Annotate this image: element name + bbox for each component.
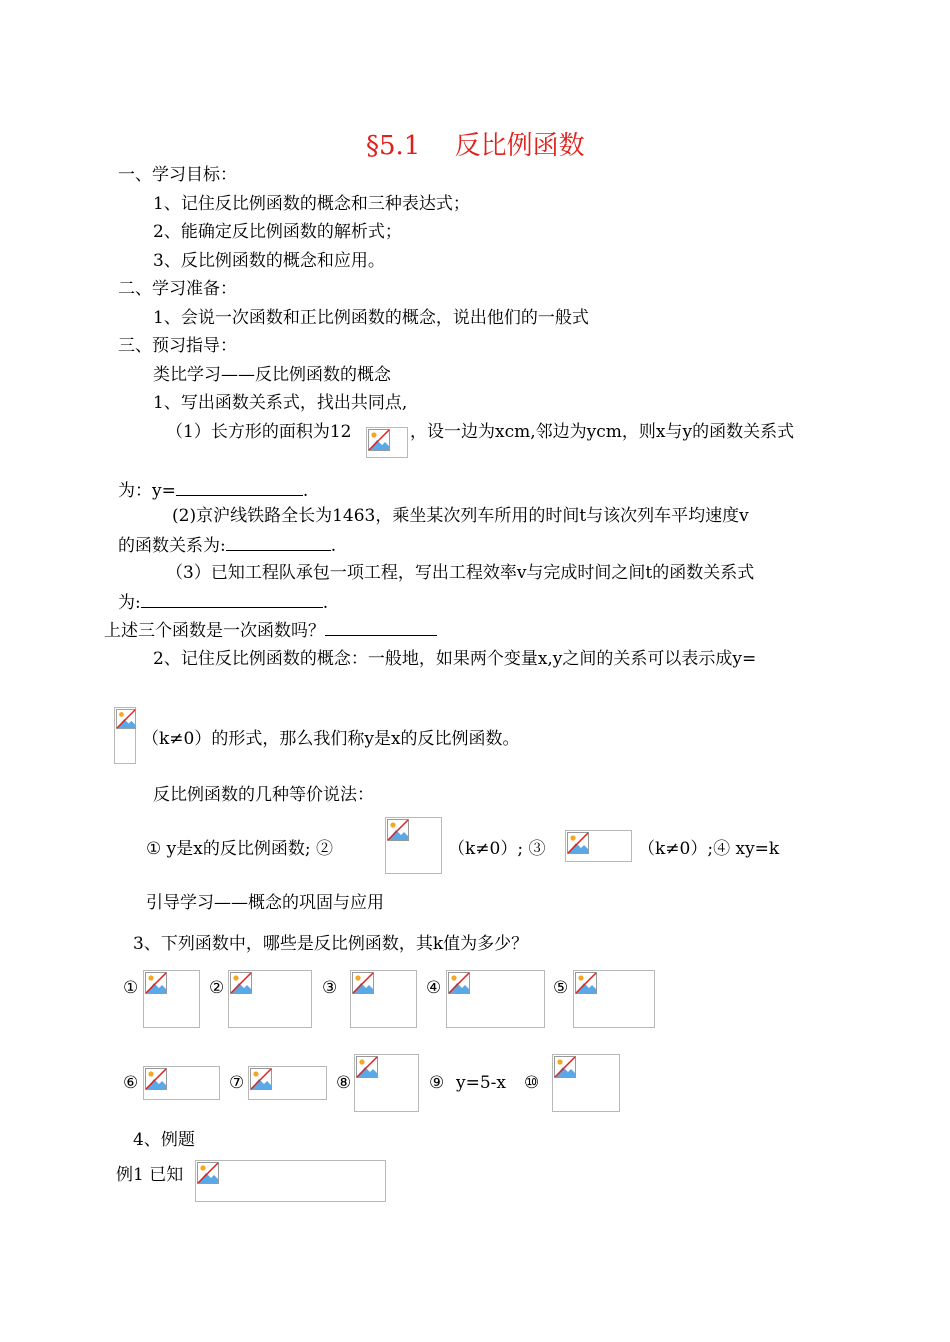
- option-formula-image: [143, 970, 200, 1028]
- problem-2-answer: [118, 534, 336, 557]
- section-heading-guide: 三、预习指导：: [118, 336, 237, 356]
- broken-image-icon: [230, 972, 252, 994]
- problem-3-answer: [118, 591, 328, 614]
- broken-image-icon: [116, 709, 136, 729]
- subheading-guided: 引导学习——概念的巩固与应用: [146, 893, 384, 913]
- option-mark: ②: [209, 978, 225, 998]
- question-3: 3、下列函数中，哪些是反比例函数，其k值为多少？: [133, 934, 529, 954]
- question-1: 1、写出函数关系式，找出共同点,: [153, 393, 408, 413]
- goal-item: 3、反比例函数的概念和应用。: [153, 251, 385, 271]
- question-4: 4、例题: [133, 1130, 195, 1150]
- answer-blank[interactable]: [325, 619, 437, 636]
- goal-item: 1、记住反比例函数的概念和三种表达式；: [153, 194, 470, 214]
- option-mark: ⑤: [553, 978, 569, 998]
- example-1: 例1 已知: [116, 1165, 184, 1185]
- option-formula-image: [573, 970, 655, 1028]
- period: .: [322, 593, 329, 613]
- broken-image-icon: [250, 1068, 272, 1090]
- broken-image-icon: [368, 429, 390, 451]
- formula-image-placeholder: [114, 707, 136, 764]
- option-9-formula: y=5-x: [456, 1073, 506, 1093]
- answer-label: 为：y=: [118, 481, 176, 501]
- option-mark: ③: [322, 978, 338, 998]
- broken-image-icon: [197, 1162, 219, 1184]
- problem-2-text: (2)京沪线铁路全长为1463，乘坐某次列车所用的时间t与该次列车平均速度v: [172, 506, 749, 526]
- equivalent-3: （k≠0）;④ xy=k: [638, 839, 780, 859]
- answer-label: 的函数关系为:: [118, 536, 226, 556]
- question-2-text: （k≠0）的形式，那么我们称y是x的反比例函数。: [142, 729, 520, 749]
- option-mark: ⑨: [429, 1073, 445, 1093]
- problem-1-answer: [118, 479, 308, 502]
- option-mark: ⑧: [336, 1073, 352, 1093]
- subheading-analogy: 类比学习——反比例函数的概念: [153, 365, 391, 385]
- broken-image-icon: [356, 1056, 378, 1078]
- option-formula-image: [248, 1066, 327, 1100]
- period: .: [302, 481, 309, 501]
- option-formula-image: [552, 1054, 620, 1112]
- answer-label: 为:: [118, 593, 141, 613]
- problem-1-text: （1）长方形的面积为12: [166, 422, 352, 442]
- option-mark: ⑩: [524, 1073, 540, 1093]
- answer-blank[interactable]: [141, 591, 323, 608]
- option-formula-image: [228, 970, 312, 1028]
- page-title: §5.1 反比例函数: [366, 131, 585, 161]
- broken-image-icon: [567, 832, 589, 854]
- option-mark: ①: [123, 978, 139, 998]
- broken-image-icon: [352, 972, 374, 994]
- broken-image-icon: [448, 972, 470, 994]
- formula-image-placeholder: [565, 830, 632, 862]
- equivalent-1: ① y是x的反比例函数; ②: [146, 839, 333, 859]
- problem-1-text: ，设一边为xcm,邻边为ycm，则x与y的函数关系式: [410, 422, 795, 442]
- problem-3-text: （3）已知工程队承包一项工程，写出工程效率v与完成时间之间t的函数关系式: [166, 563, 755, 583]
- option-formula-image: [143, 1066, 220, 1100]
- formula-image-placeholder: [385, 817, 442, 874]
- prep-item: 1、会说一次函数和正比例函数的概念，说出他们的一般式: [153, 308, 589, 328]
- option-formula-image: [350, 970, 417, 1028]
- option-formula-image: [354, 1054, 419, 1112]
- goal-item: 2、能确定反比例函数的解析式；: [153, 222, 402, 242]
- equivalent-2: （k≠0）; ③: [448, 839, 546, 859]
- broken-image-icon: [145, 1068, 167, 1090]
- answer-blank[interactable]: [176, 479, 303, 496]
- option-mark: ④: [426, 978, 442, 998]
- option-mark: ⑥: [123, 1073, 139, 1093]
- formula-image-placeholder: [366, 427, 408, 458]
- period: .: [330, 536, 337, 556]
- broken-image-icon: [575, 972, 597, 994]
- section-heading-goals: 一、学习目标：: [118, 165, 237, 185]
- equivalent-title: 反比例函数的几种等价说法：: [153, 785, 374, 805]
- example-formula-image: [195, 1160, 386, 1202]
- broken-image-icon: [554, 1056, 576, 1078]
- section-heading-prep: 二、学习准备：: [118, 279, 237, 299]
- answer-blank[interactable]: [226, 534, 331, 551]
- option-formula-image: [446, 970, 545, 1028]
- option-mark: ⑦: [229, 1073, 245, 1093]
- broken-image-icon: [145, 972, 167, 994]
- question-linear: [104, 619, 437, 642]
- broken-image-icon: [387, 819, 409, 841]
- question-2: 2、记住反比例函数的概念：一般地，如果两个变量x,y之间的关系可以表示成y=: [153, 649, 757, 669]
- question-text: 上述三个函数是一次函数吗？: [104, 621, 325, 641]
